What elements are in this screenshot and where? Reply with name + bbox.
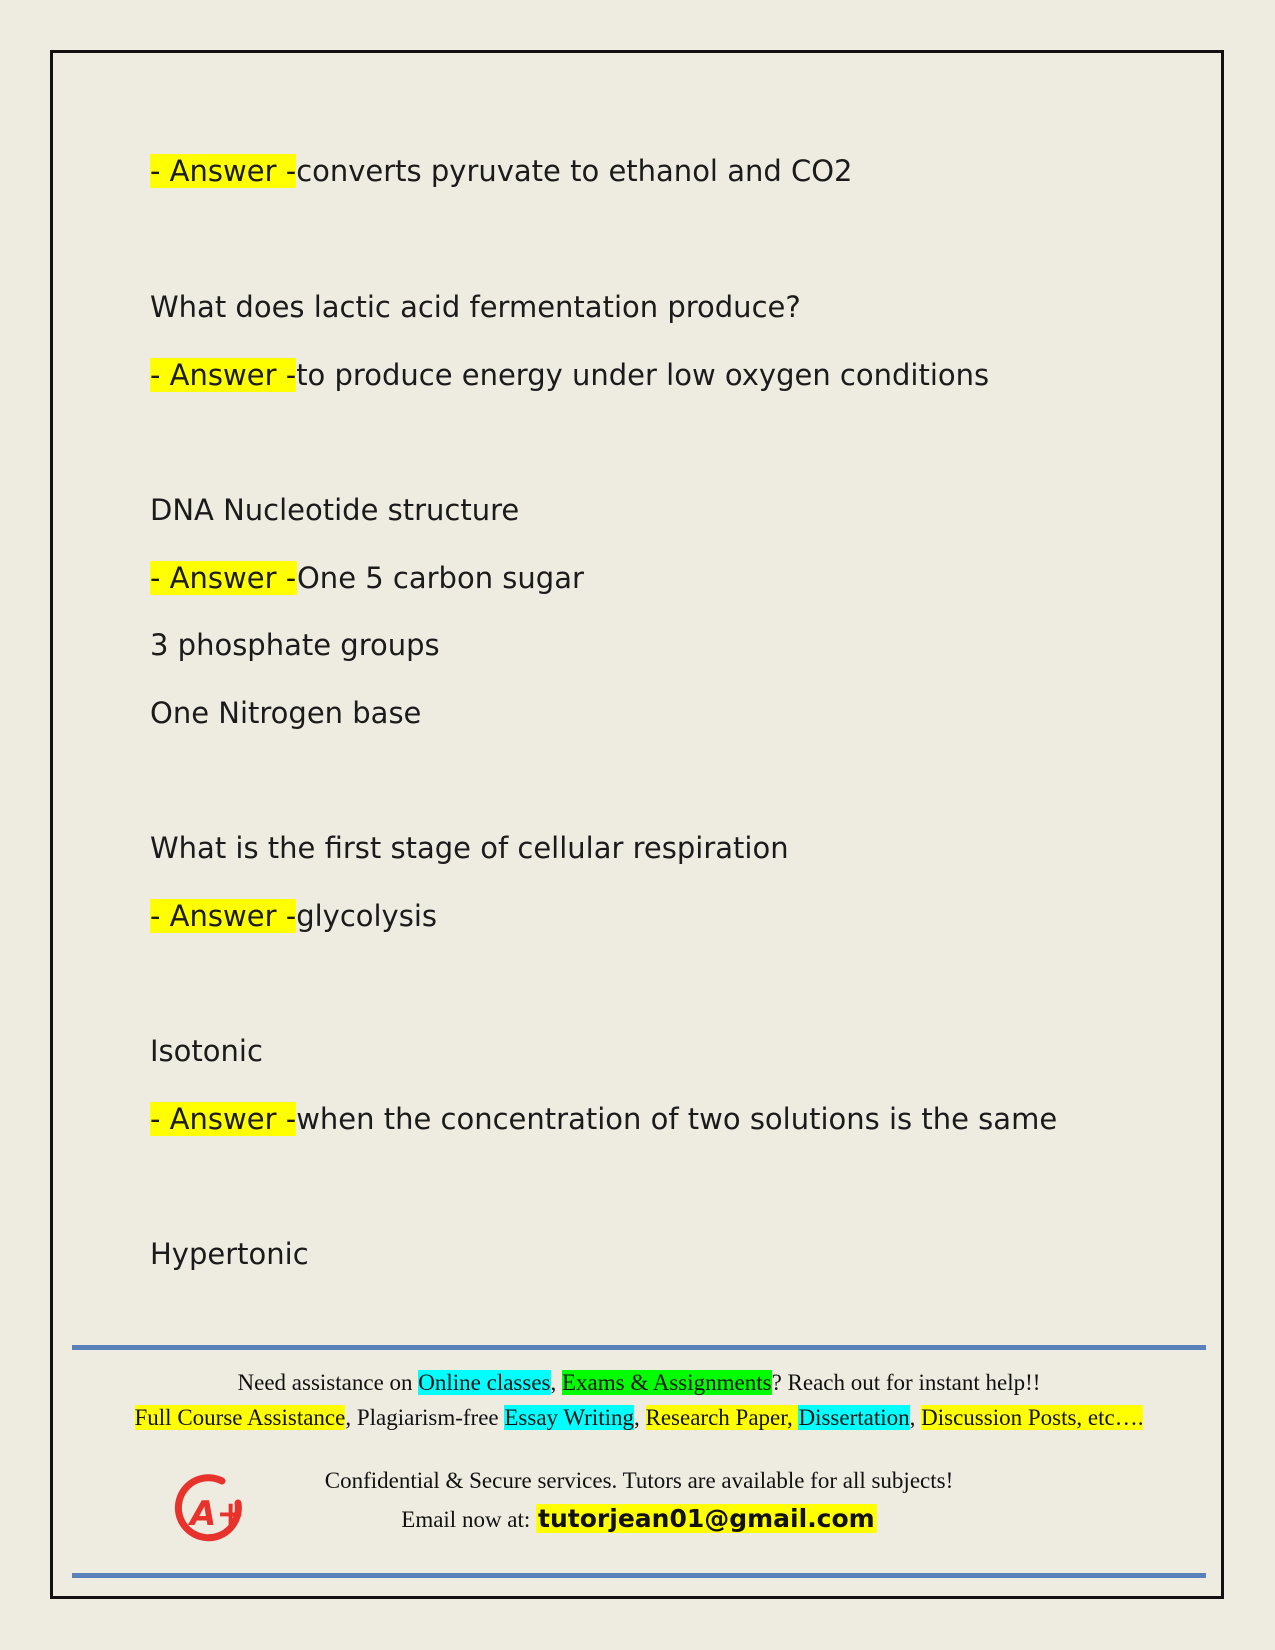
answer-line: [150, 355, 989, 395]
exams-highlight: Exams & Assignments: [562, 1370, 772, 1395]
answer-line: [150, 1099, 1057, 1139]
answer-prefix: - Answer -: [150, 154, 297, 188]
footer-text: ,: [909, 1405, 922, 1430]
answer-prefix: - Answer -: [150, 899, 297, 933]
question-line: What does lactic acid fermentation produce?: [150, 290, 801, 324]
answer-line: [150, 151, 853, 191]
essay-writing-highlight: Essay Writing: [504, 1405, 634, 1430]
question-line: Hypertonic: [150, 1237, 309, 1271]
footer-text: , Plagiarism-free: [345, 1405, 505, 1430]
footer-text: ,: [550, 1370, 562, 1395]
answer-line: [150, 558, 584, 598]
online-classes-highlight: Online classes: [418, 1370, 551, 1395]
footer-line-2: [72, 1403, 1206, 1433]
page-border: [50, 50, 1224, 1599]
discussion-posts-highlight: Discussion Posts, etc….: [921, 1405, 1144, 1430]
footer-text: Need assistance on: [237, 1370, 419, 1395]
footer-bottom-rule: [72, 1573, 1206, 1578]
research-paper-highlight: Research Paper,: [645, 1405, 799, 1430]
question-line: DNA Nucleotide structure: [150, 493, 520, 527]
footer-confidential: Confidential & Secure services. Tutors are available for all subjects!: [324, 1468, 954, 1493]
answer-text: when the concentration of two solutions is the same: [296, 1102, 1058, 1136]
answer-continuation: One Nitrogen base: [150, 696, 422, 730]
footer-top-rule: [72, 1345, 1206, 1350]
full-course-highlight: Full Course Assistance: [134, 1405, 346, 1430]
answer-text: One 5 carbon sugar: [296, 561, 584, 595]
answer-text: to produce energy under low oxygen conditions: [296, 358, 990, 392]
question-line: Isotonic: [150, 1034, 263, 1068]
footer-email-line: [72, 1504, 1206, 1535]
footer-line-1: [72, 1368, 1206, 1398]
logo-text: A+: [190, 1494, 245, 1534]
email-label: Email now at:: [401, 1507, 537, 1532]
answer-text: glycolysis: [296, 899, 437, 933]
answer-prefix: - Answer -: [150, 358, 297, 392]
answer-text: converts pyruvate to ethanol and CO2: [296, 154, 853, 188]
footer-text: ? Reach out for instant help!!: [771, 1370, 1041, 1395]
question-line: What is the first stage of cellular respiration: [150, 831, 789, 865]
email-link[interactable]: tutorjean01@gmail.com: [538, 1504, 875, 1533]
answer-continuation: 3 phosphate groups: [150, 628, 440, 662]
answer-line: [150, 896, 437, 936]
answer-prefix: - Answer -: [150, 561, 297, 595]
dissertation-highlight: Dissertation: [798, 1405, 910, 1430]
footer-text: ,: [634, 1405, 646, 1430]
answer-prefix: - Answer -: [150, 1102, 297, 1136]
